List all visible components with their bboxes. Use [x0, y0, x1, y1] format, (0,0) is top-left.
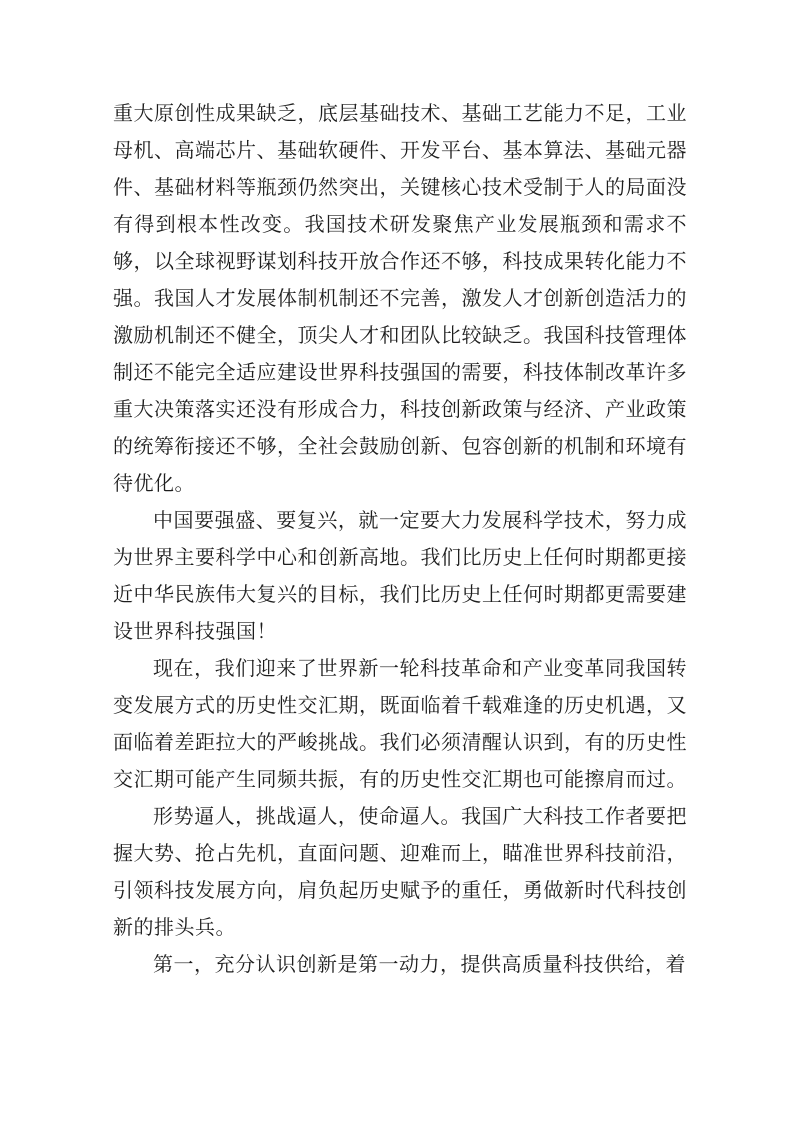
text-block	[113, 96, 687, 984]
paragraph: 形势逼人，挑战逼人，使命逼人。我国广大科技工作者要把握大势、抢占先机，直面问题、迎难而上，瞄准世界科技前沿，引领科技发展方向，肩负起历史赋予的重任，勇做新时代科技创新的排头兵。	[113, 806, 687, 939]
paragraph: 中国要强盛、要复兴，就一定要大力发展科学技术，努力成为世界主要科学中心和创新高地。我们比历史上任何时期都更接近中华民族伟大复兴的目标，我们比历史上任何时期都更需要建设世界科技强国！	[113, 510, 687, 643]
paragraph: 第一，充分认识创新是第一动力，提供高质量科技供给，着	[153, 954, 686, 976]
paragraph: 现在，我们迎来了世界新一轮科技革命和产业变革同我国转变发展方式的历史性交汇期，既面临着千载难逢的历史机遇，又面临着差距拉大的严峻挑战。我们必须清醒认识到，有的历史性交汇期可能产生同频共振，有的历史性交汇期也可能擦肩而过。	[113, 658, 687, 791]
paragraph: 重大原创性成果缺乏，底层基础技术、基础工艺能力不足，工业母机、高端芯片、基础软硬件、开发平台、基本算法、基础元器件、基础材料等瓶颈仍然突出，关键核心技术受制于人的局面没有得到根本性改变。我国技术研发聚焦产业发展瓶颈和需求不够，以全球视野谋划科技开放合作还不够，科技成果转化能力不强。我国人才发展体制机制还不完善，激发人才创新创造活力的激励机制还不健全，顶尖人才和团队比较缺乏。我国科技管理体制还不能完全适应建设世界科技强国的需要，科技体制改革许多重大决策落实还没有形成合力，科技创新政策与经济、产业政策的统筹衔接还不够，全社会鼓励创新、包容创新的机制和环境有待优化。	[113, 103, 687, 495]
